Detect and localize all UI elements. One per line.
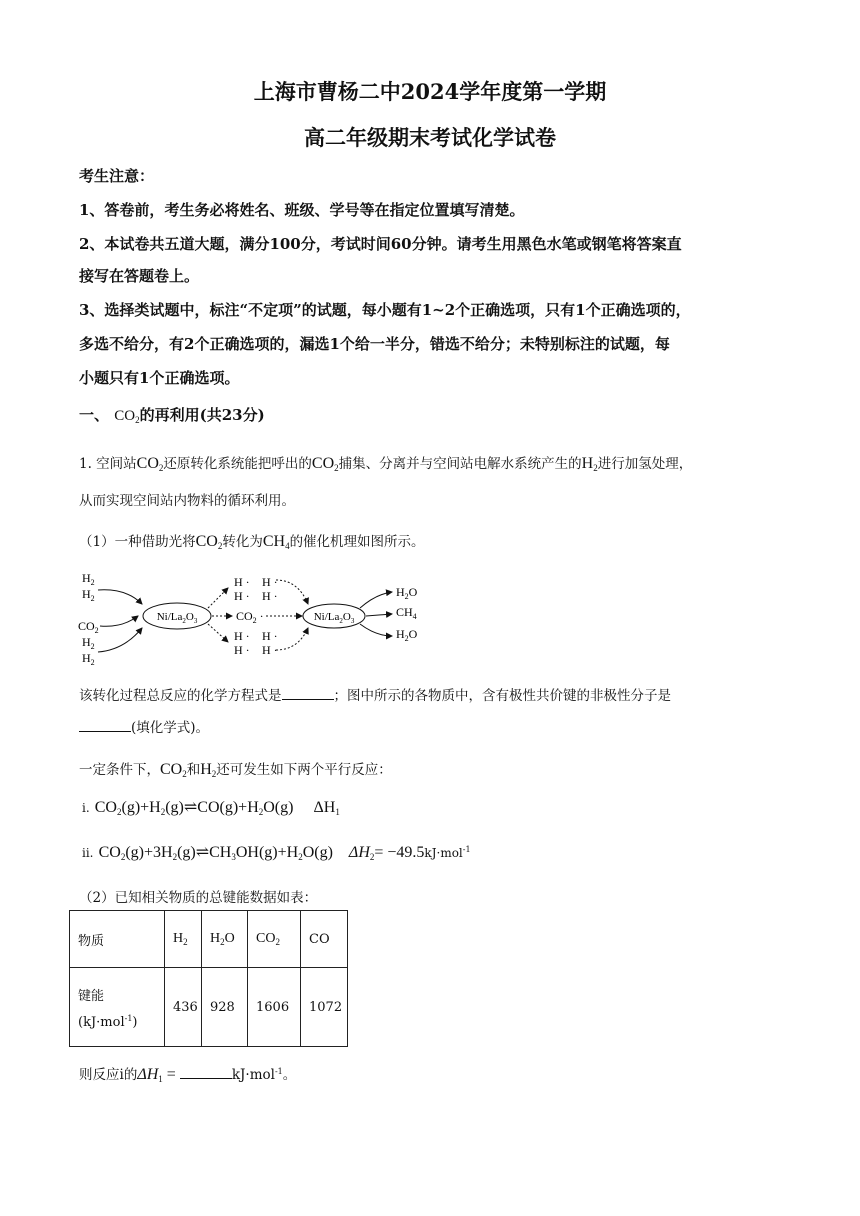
notice-heading: 考生注意： [79, 167, 155, 185]
notice-item-2-line2: 接写在答题卷上。 [79, 267, 200, 285]
arrow-to-catalyst-2 [276, 628, 308, 650]
arrow-h2-in [98, 628, 142, 652]
h-radical: H · [262, 629, 278, 643]
h-radical: H · [262, 589, 278, 603]
h-radical: H · [234, 575, 250, 589]
h2-label: $H_2$ [82, 651, 95, 666]
reaction-1 [82, 797, 340, 817]
h-radical: H · [234, 629, 250, 643]
arrow-to-h-radicals [208, 624, 228, 642]
q1-sub2: （2）已知相关物质的总键能数据如表： [79, 890, 318, 906]
table-header-cell: 物质 [70, 911, 165, 968]
co2-formula: $CO_2$ [195, 533, 223, 551]
h-radical: H · [234, 643, 250, 657]
answer-blank[interactable] [79, 719, 131, 732]
bond-energy-table [69, 910, 348, 1047]
exam-title-line1: 上海市曹杨二中2024学年度第一学期 [253, 79, 607, 104]
h-radical: H · [262, 643, 278, 657]
condition-text-b: 和 [186, 762, 201, 778]
reaction-2-equation: $CO_2(g)+3H_2(g)\rightleftharpoons CH_3OH(g)+H_2O(g)$ $\Delta H_2$ [98, 844, 375, 862]
answer-blank[interactable] [180, 1066, 232, 1079]
q1-text-c: 捕集、分离并与空间站电解水系统产生的 [338, 456, 582, 472]
q1-question-text-c: (填化学式)。 [131, 720, 210, 736]
final-period: 。 [282, 1067, 297, 1083]
table-header-cell: CO [301, 911, 348, 968]
q1-text-a: 1. 空间站 [79, 456, 137, 472]
q1-question-text-b: ；图中所示的各物质中，含有极性共价键的非极性分子是 [333, 688, 671, 704]
q1-sub1 [79, 530, 425, 551]
exam-title-line2: 高二年级期末考试化学试卷 [304, 125, 556, 150]
q1-line2: 从而实现空间站内物料的循环利用。 [79, 493, 295, 509]
table-header-cell: $H_2O$ [202, 911, 248, 968]
dh2-value: = −49.5 [374, 844, 425, 861]
co2-formula: $CO_2$ [136, 455, 164, 473]
co2-label: $CO_2$ · [236, 609, 264, 625]
catalyst-label-1: $Ni/La_2O_3$ [156, 611, 198, 625]
arrow-co2-in [100, 616, 138, 626]
h2-label: $H_2$ [82, 571, 95, 587]
reaction-1-label: ⅰ. [82, 801, 90, 815]
table-cell: 1072 [301, 968, 348, 1047]
arrow-out [360, 624, 392, 636]
dh1-symbol: $\Delta H_1$ = [137, 1066, 180, 1084]
reaction-2 [82, 842, 471, 862]
section-1-heading [79, 404, 265, 425]
q1-sub1-text-b: 转化为 [222, 534, 263, 550]
q1-text-d: 进行加氢处理， [597, 456, 693, 472]
notice-item-2-line1: 2、本试卷共五道大题，满分100分，考试时间60分钟。请考生用黑色水笔或钢笔将答案直 [79, 235, 682, 253]
q1-sub1-question-line1 [79, 684, 671, 704]
dh2-unit: kJ·mol$^{-1}$ [424, 845, 471, 860]
table-cell: 1606 [248, 968, 301, 1047]
h2o-product: $H_2O$ [396, 627, 418, 643]
reaction-1-equation: $CO_2(g)+H_2(g)\rightleftharpoons CO(g)+H_2O(g)$ $\Delta H_1$ [94, 799, 340, 817]
table-row [70, 968, 348, 1047]
table-header-cell: $CO_2$ [248, 911, 301, 968]
h-radical: H · [234, 589, 250, 603]
table-header-row [70, 911, 348, 968]
q1-final-line: 则反应ⅰ的$\Delta H_1 = kJ\cdot mol^{-1}$。 [79, 1066, 297, 1084]
q1-line1 [79, 452, 692, 473]
ch4-formula: $CH_4$ [262, 533, 290, 551]
h2-formula: $H_2$ [581, 455, 598, 473]
section-1-title-tail: 的再利用(共23分) [139, 406, 265, 424]
dh2-unit-text: kJ·mol [424, 846, 463, 860]
reaction-2-label: ⅱ. [82, 846, 94, 860]
co2-formula: $CO_2$ [311, 455, 339, 473]
arrow-h2-in [98, 590, 142, 604]
co2-formula: $CO_2$ [160, 761, 187, 779]
final-text-a: 则反应ⅰ的 [79, 1067, 138, 1083]
h2-formula: $H_2$ [200, 761, 217, 779]
notice-item-3-line1: 3、选择类试题中，标注“不定项”的试题，每小题有1~2个正确选项，只有1个正确选项的， [79, 301, 691, 319]
row-label-unit: (kJ·mol [78, 1014, 125, 1030]
condition-text-a: 一定条件下， [79, 762, 160, 778]
table-cell: 928 [202, 968, 248, 1047]
arrow-to-h-radicals [208, 588, 228, 608]
catalyst-label-2: $Ni/La_2O_3$ [313, 611, 355, 625]
table-cell: 436 [165, 968, 202, 1047]
table-row-label [70, 968, 165, 1047]
row-label-line1: 键能 [78, 988, 105, 1004]
h2-label: $H_2$ [82, 587, 95, 603]
condition-text-c: 还可发生如下两个平行反应： [216, 762, 392, 778]
catalytic-mechanism-diagram [76, 566, 436, 666]
ch4-product: $CH_4$ [396, 605, 417, 621]
row-label-line2: (kJ·mol$^{-1}$) [78, 1013, 138, 1030]
arrow-out [366, 614, 392, 616]
notice-item-1: 1、答卷前，考生务必将姓名、班级、学号等在指定位置填写清楚。 [79, 201, 525, 219]
q1-sub1-text-c: 的催化机理如图所示。 [289, 534, 425, 550]
h-radical: H · [262, 575, 278, 589]
section-1-co2: $CO_2$ [114, 408, 140, 425]
q1-sub1-text-a: （1）一种借助光将 [79, 534, 196, 550]
answer-blank[interactable] [282, 687, 334, 700]
h2-label: $H_2$ [82, 635, 95, 651]
notice-item-3-line3: 小题只有1个正确选项。 [79, 369, 240, 387]
co2-label: $CO_2$ [78, 619, 99, 635]
q1-text-b: 还原转化系统能把呼出的 [163, 456, 312, 472]
final-unit: kJ·mol [231, 1067, 275, 1083]
arrow-out [360, 592, 392, 608]
arrow-to-catalyst-2 [276, 580, 308, 604]
h2o-product: $H_2O$ [396, 585, 418, 601]
q1-question-text-a: 该转化过程总反应的化学方程式是 [79, 688, 282, 704]
notice-item-3-line2: 多选不给分，有2个正确选项的，漏选1个给一半分，错选不给分；未特别标注的试题，每 [79, 335, 670, 353]
q1-sub1-question-line2 [79, 716, 209, 736]
table-header-cell: $H_2$ [165, 911, 202, 968]
q1-condition-line [79, 758, 392, 779]
section-1-prefix: 一、 [79, 406, 110, 424]
